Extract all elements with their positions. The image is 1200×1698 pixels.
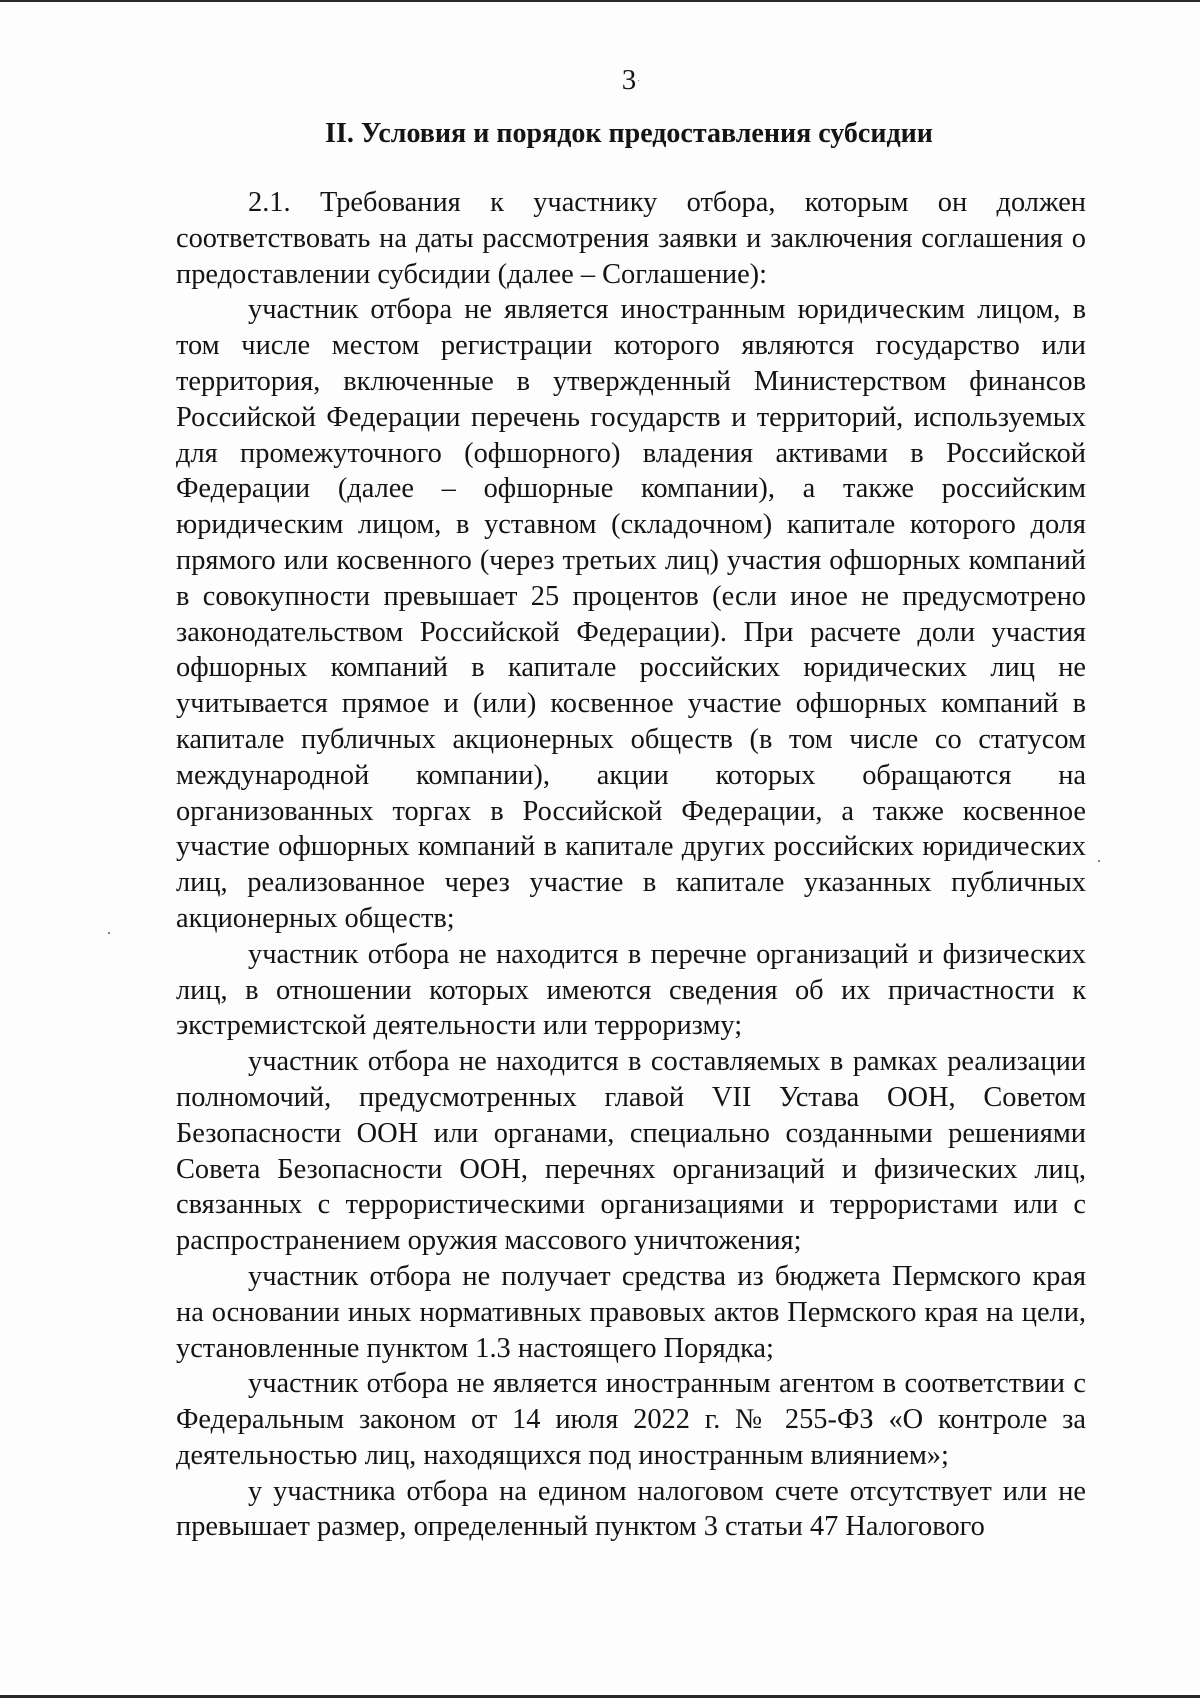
paragraph-offshore: участник отбора не является иностранным юридическим лицом, в том числе местом регистрации которого являются государство или территория, включенные в утвержденный Министерством финансов Российской Федерации перечень государств и территорий, используемых для промежуточного (офшорного) владения активами в Российской Федерации (далее – офшорные компании), а также российским юридическим лицом, в уставном (складочном) капитале которого доля прямого или косвенного (через третьих лиц) участия офшорных компаний в совокупности превышает 25 процентов (если иное не предусмотрено законодательством Российской Федерации). При расчете доли участия офшорных компаний в капитале российских юридических лиц не учитывается прямое и (или) косвенное участие офшорных компаний в капитале публичных акционерных обществ (в том числе со статусом международной компании), акции которых обращаются на организованных торгах в Российской Федерации, а также косвенное участие офшорных компаний в капитале других российских юридических лиц, реализованное через участие в капитале указанных публичных акционерных обществ; — [176, 294, 1086, 934]
paragraph-requirements-intro: 2.1. Требования к участнику отбора, которым он должен соответствовать на даты рассмотрения заявки и заключения соглашения о предоставлении субсидии (далее – Соглашение): — [176, 187, 1086, 290]
page-number: 3 — [621, 64, 637, 96]
document-body — [176, 185, 1086, 1545]
scan-speck — [108, 932, 110, 934]
paragraph-tax-account: у участника отбора на едином налоговом счете отсутствует или не превышает размер, определенный пунктом 3 статьи 47 Налогового — [176, 1475, 1086, 1543]
paragraph-budget-funds: участник отбора не получает средства из бюджета Пермского края на основании иных нормативных правовых актов Пермского края на цели, установленные пунктом 1.3 настоящего Порядка; — [176, 1260, 1086, 1364]
scan-top-edge — [0, 0, 1200, 2]
paragraph-un-sanctions: участник отбора не находится в составляемых в рамках реализации полномочий, предусмотренных главой VII Устава ООН, Советом Безопасности ООН или органами, специально созданными решениями Совета Безопасности ООН, перечнях организаций и физических лиц, связанных с террористическими организациями и террористами или с распространением оружия массового уничтожения; — [176, 1046, 1086, 1257]
paragraph-foreign-agent: участник отбора не является иностранным агентом в соответствии с Федеральным законом от 14 июля 2022 г. № 255-ФЗ «О контроле за деятельностью лиц, находящихся под иностранным влиянием»; — [176, 1368, 1086, 1471]
paragraph-extremism: участник отбора не находится в перечне организаций и физических лиц, в отношении которых имеются сведения об их причастности к экстремистской деятельности или терроризму; — [176, 938, 1086, 1042]
scan-speck — [1098, 860, 1100, 862]
section-title: II. Условия и порядок предоставления субсидии — [325, 118, 933, 149]
scan-speck — [638, 80, 639, 81]
